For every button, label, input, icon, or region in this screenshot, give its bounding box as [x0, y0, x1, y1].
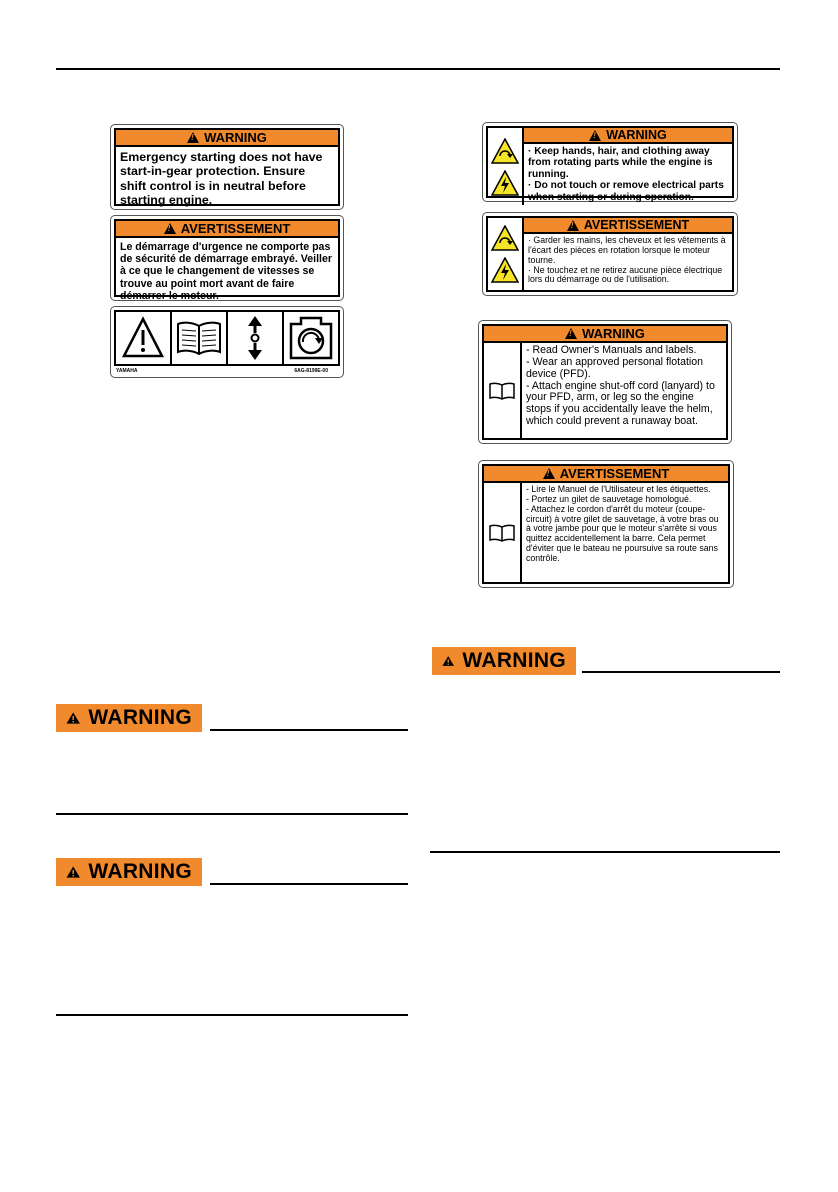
label-icon-column	[488, 128, 524, 205]
rotating-parts-icon	[491, 138, 519, 164]
shift-arrows-icon	[243, 314, 267, 362]
bullet-item: · Garder les mains, les cheveux et les vêtements à l'écart des pièces en rotation lorsque le moteur tourne.	[528, 235, 726, 265]
label-header: ! WARNING	[116, 130, 338, 147]
label-pictograms	[110, 306, 344, 378]
bullet-item: · Keep hands, hair, and clothing away from rotating parts while the engine is running.	[528, 146, 713, 180]
label-icon-column	[484, 483, 522, 582]
warning-heading-left-1: WARNING	[56, 704, 202, 732]
label-header: ! WARNING	[524, 128, 732, 144]
section-end-rule	[56, 1014, 408, 1016]
bullet-item: - Attach engine shut-off cord (lanyard) to your PFD, arm, or leg so the engine stops if you accidentally leave the helm, which could prevent a runaway boat.	[526, 379, 715, 428]
warning-triangle-icon	[543, 468, 555, 479]
label-warning-emergency-start	[110, 124, 344, 210]
label-warning-rotating-parts	[482, 122, 738, 202]
label-warning-pfd-lanyard	[478, 320, 732, 444]
warning-triangle-icon	[66, 706, 80, 730]
bullet-item: - Lire le Manuel de l'Utilisateur et les étiquettes.	[526, 484, 711, 494]
section-end-rule	[430, 851, 780, 853]
open-book-icon	[489, 524, 515, 542]
label-avertissement-rotating-parts	[482, 212, 738, 296]
warning-triangle-icon	[66, 860, 80, 884]
label-header: ! AVERTISSEMENT	[116, 221, 338, 238]
bullet-item: · Do not touch or remove electrical parts when starting or during operation.	[528, 180, 724, 203]
bullet-item: - Wear an approved personal flotation device (PFD).	[526, 355, 704, 380]
label-header: ! AVERTISSEMENT	[524, 218, 732, 234]
label-icon-column	[484, 343, 522, 438]
label-avertissement-emergency-start	[110, 215, 344, 301]
start-engine-pictogram	[284, 312, 338, 364]
warning-heading-right: WARNING	[432, 647, 576, 675]
warning-rule	[210, 729, 408, 731]
warning-rule	[582, 671, 780, 673]
label-header: ! WARNING	[484, 326, 726, 343]
warning-triangle-icon	[589, 130, 601, 141]
bullet-item: - Attachez le cordon d'arrêt du moteur (coupe-circuit) à votre gilet de sauvetage, à votre bras ou à votre jambe pour que le moteur s'arrête si vous quittez accidentellement la barre. Cela permet d'éviter que le bateau ne poursuive sa route sans contrôle.	[526, 503, 719, 563]
caution-pictogram	[116, 312, 172, 364]
label-header: ! AVERTISSEMENT	[484, 466, 728, 483]
open-book-icon	[489, 382, 515, 400]
shift-neutral-pictogram	[228, 312, 284, 364]
warning-triangle-icon	[442, 649, 454, 673]
rotating-parts-icon	[491, 225, 519, 251]
bullet-item: · Ne touchez et ne retirez aucune pièce électrique lors du démarrage ou de l'utilisation.	[528, 264, 723, 285]
label-avertissement-pfd-lanyard	[478, 460, 734, 588]
part-number: 6AG-8199E-00	[294, 368, 328, 374]
bullet-item: - Read Owner's Manuals and labels.	[526, 344, 697, 356]
electrical-hazard-icon	[491, 257, 519, 283]
warning-triangle-icon	[565, 328, 577, 339]
warning-triangle-icon	[187, 132, 199, 143]
bullet-item: - Portez un gilet de sauvetage homologué.	[526, 493, 692, 504]
manual-pictogram	[172, 312, 228, 364]
brand-text: YAMAHA	[116, 368, 138, 374]
label-icon-column	[488, 218, 524, 290]
caution-triangle-icon	[121, 316, 165, 360]
warning-rule	[210, 883, 408, 885]
engine-start-icon	[285, 314, 337, 362]
warning-triangle-icon	[567, 220, 579, 231]
warning-heading-left-2: WARNING	[56, 858, 202, 886]
section-end-rule	[56, 813, 408, 815]
label-text: Le démarrage d'urgence ne comporte pas de sécurité de démarrage embrayé. Veiller à ce que le changement de vitesses se trouve au point mort avant de faire démarrer le moteur.	[120, 241, 332, 302]
open-book-icon	[174, 318, 224, 358]
page-top-rule	[56, 68, 780, 70]
electrical-hazard-icon	[491, 170, 519, 196]
warning-triangle-icon	[164, 223, 176, 234]
label-text: Emergency starting does not have start-in-gear protection. Ensure shift control is in neutral before starting engine.	[120, 150, 323, 207]
